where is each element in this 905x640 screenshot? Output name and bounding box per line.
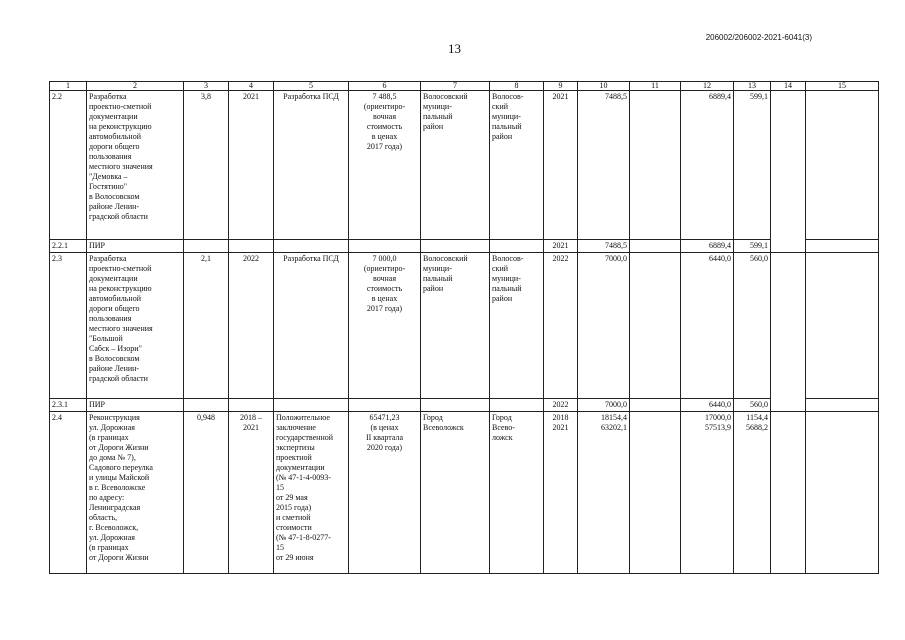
document-basis: Разработка ПСД [274,253,349,399]
empty-cell [490,399,544,412]
column-number-row [50,82,879,91]
object-name: Разработка проектно-сметной документации на реконструкцию автомобильной дороги общего пользования местного значения "Демовка – Гостятино" в Волосовском районе Ленин- градской области [87,91,184,240]
financing-year: 2021 [544,91,578,240]
regional-amount: 6440,0 [681,253,734,399]
column-header: 2 [87,82,184,91]
empty-cell [274,240,349,253]
column-header: 1 [50,82,87,91]
page-number: 13 [448,41,461,56]
federal-amount [630,412,681,574]
local-amount: 560,0 [734,399,771,412]
total-amount: 18154,4 63202,1 [578,412,630,574]
empty-cell [349,240,421,253]
federal-amount [630,253,681,399]
object-name: ПИР [87,399,184,412]
estimated-cost: 7 000,0 (ориентиро- вочная стоимость в ценах 2017 года) [349,253,421,399]
object-name: Реконструкция ул. Дорожная (в границах от Дороги Жизни до дома № 7), Садового переулка и улицы Майской в г. Всеволожске по адресу: Ленинградская область, г. Всеволожск, ул. Дорожная (в границах от Дороги Жизни [87,412,184,574]
program-table [49,81,879,574]
empty-cell [421,240,490,253]
location: Город Всево- ложск [490,412,544,574]
column-header: 8 [490,82,544,91]
empty-cell [490,240,544,253]
customer: Волосовский муници- пальный район [421,253,490,399]
customer: Город Всеволожск [421,412,490,574]
document-basis: Положительное заключение государственной экспертизы проектной документации (№ 47-1-4-0093- 15 от 29 мая 2015 года) и сметной стоимости (№ 47-1-8-0277- 15 от 29 июня [274,412,349,574]
total-amount: 7000,0 [578,253,630,399]
local-amount: 599,1 [734,240,771,253]
regional-amount: 6889,4 [681,240,734,253]
federal-amount [630,399,681,412]
row-number: 2.4 [50,412,87,574]
financing-year: 2022 [544,399,578,412]
column-header: 14 [771,82,806,91]
column-header: 12 [681,82,734,91]
location: Волосов- ский муници- пальный район [490,91,544,240]
financing-year: 2022 [544,253,578,399]
column-header: 15 [806,82,879,91]
empty-cell [806,412,879,574]
location: Волосов- ский муници- пальный район [490,253,544,399]
estimated-cost: 65471,23 (в ценах II квартала 2020 года) [349,412,421,574]
column-header: 9 [544,82,578,91]
empty-cell [806,253,879,399]
empty-cell [349,399,421,412]
local-amount: 560,0 [734,253,771,399]
year: 2022 [229,253,274,399]
federal-amount [630,240,681,253]
year: 2021 [229,91,274,240]
financing-year: 2021 [544,240,578,253]
local-amount: 599,1 [734,91,771,240]
column-header: 3 [184,82,229,91]
federal-amount [630,91,681,240]
column-header: 5 [274,82,349,91]
column-header: 10 [578,82,630,91]
empty-cell [771,91,806,253]
customer: Волосовский муници- пальный район [421,91,490,240]
table-row [50,399,879,412]
empty-cell [229,399,274,412]
financing-year: 2018 2021 [544,412,578,574]
row-number: 2.3.1 [50,399,87,412]
column-header: 4 [229,82,274,91]
document-id: 206002/206002-2021-6041(3) [705,33,812,42]
estimated-cost: 7 488,5 (ориентиро- вочная стоимость в ценах 2017 года) [349,91,421,240]
length-km: 3,8 [184,91,229,240]
empty-cell [274,399,349,412]
length-km: 2,1 [184,253,229,399]
document-basis: Разработка ПСД [274,91,349,240]
row-number: 2.3 [50,253,87,399]
table-row [50,240,879,253]
empty-cell [806,240,879,253]
regional-amount: 17000,0 57513,9 [681,412,734,574]
column-header: 7 [421,82,490,91]
year: 2018 – 2021 [229,412,274,574]
empty-cell [771,253,806,412]
object-name: Разработка проектно-сметной документации на реконструкцию автомобильной дороги общего пользования местного значения "Большой Сабск – Изори" в Волосовском районе Ленин- градской области [87,253,184,399]
column-header: 6 [349,82,421,91]
column-header: 13 [734,82,771,91]
total-amount: 7000,0 [578,399,630,412]
empty-cell [806,399,879,412]
local-amount: 1154,4 5688,2 [734,412,771,574]
empty-cell [806,91,879,240]
empty-cell [184,240,229,253]
object-name: ПИР [87,240,184,253]
row-number: 2.2.1 [50,240,87,253]
regional-amount: 6440,0 [681,399,734,412]
column-header: 11 [630,82,681,91]
table-row [50,412,879,574]
regional-amount: 6889,4 [681,91,734,240]
table-row [50,253,879,399]
empty-cell [771,412,806,574]
table-row [50,91,879,240]
row-number: 2.2 [50,91,87,240]
empty-cell [229,240,274,253]
total-amount: 7488,5 [578,240,630,253]
total-amount: 7488,5 [578,91,630,240]
length-km: 0,948 [184,412,229,574]
empty-cell [421,399,490,412]
empty-cell [184,399,229,412]
